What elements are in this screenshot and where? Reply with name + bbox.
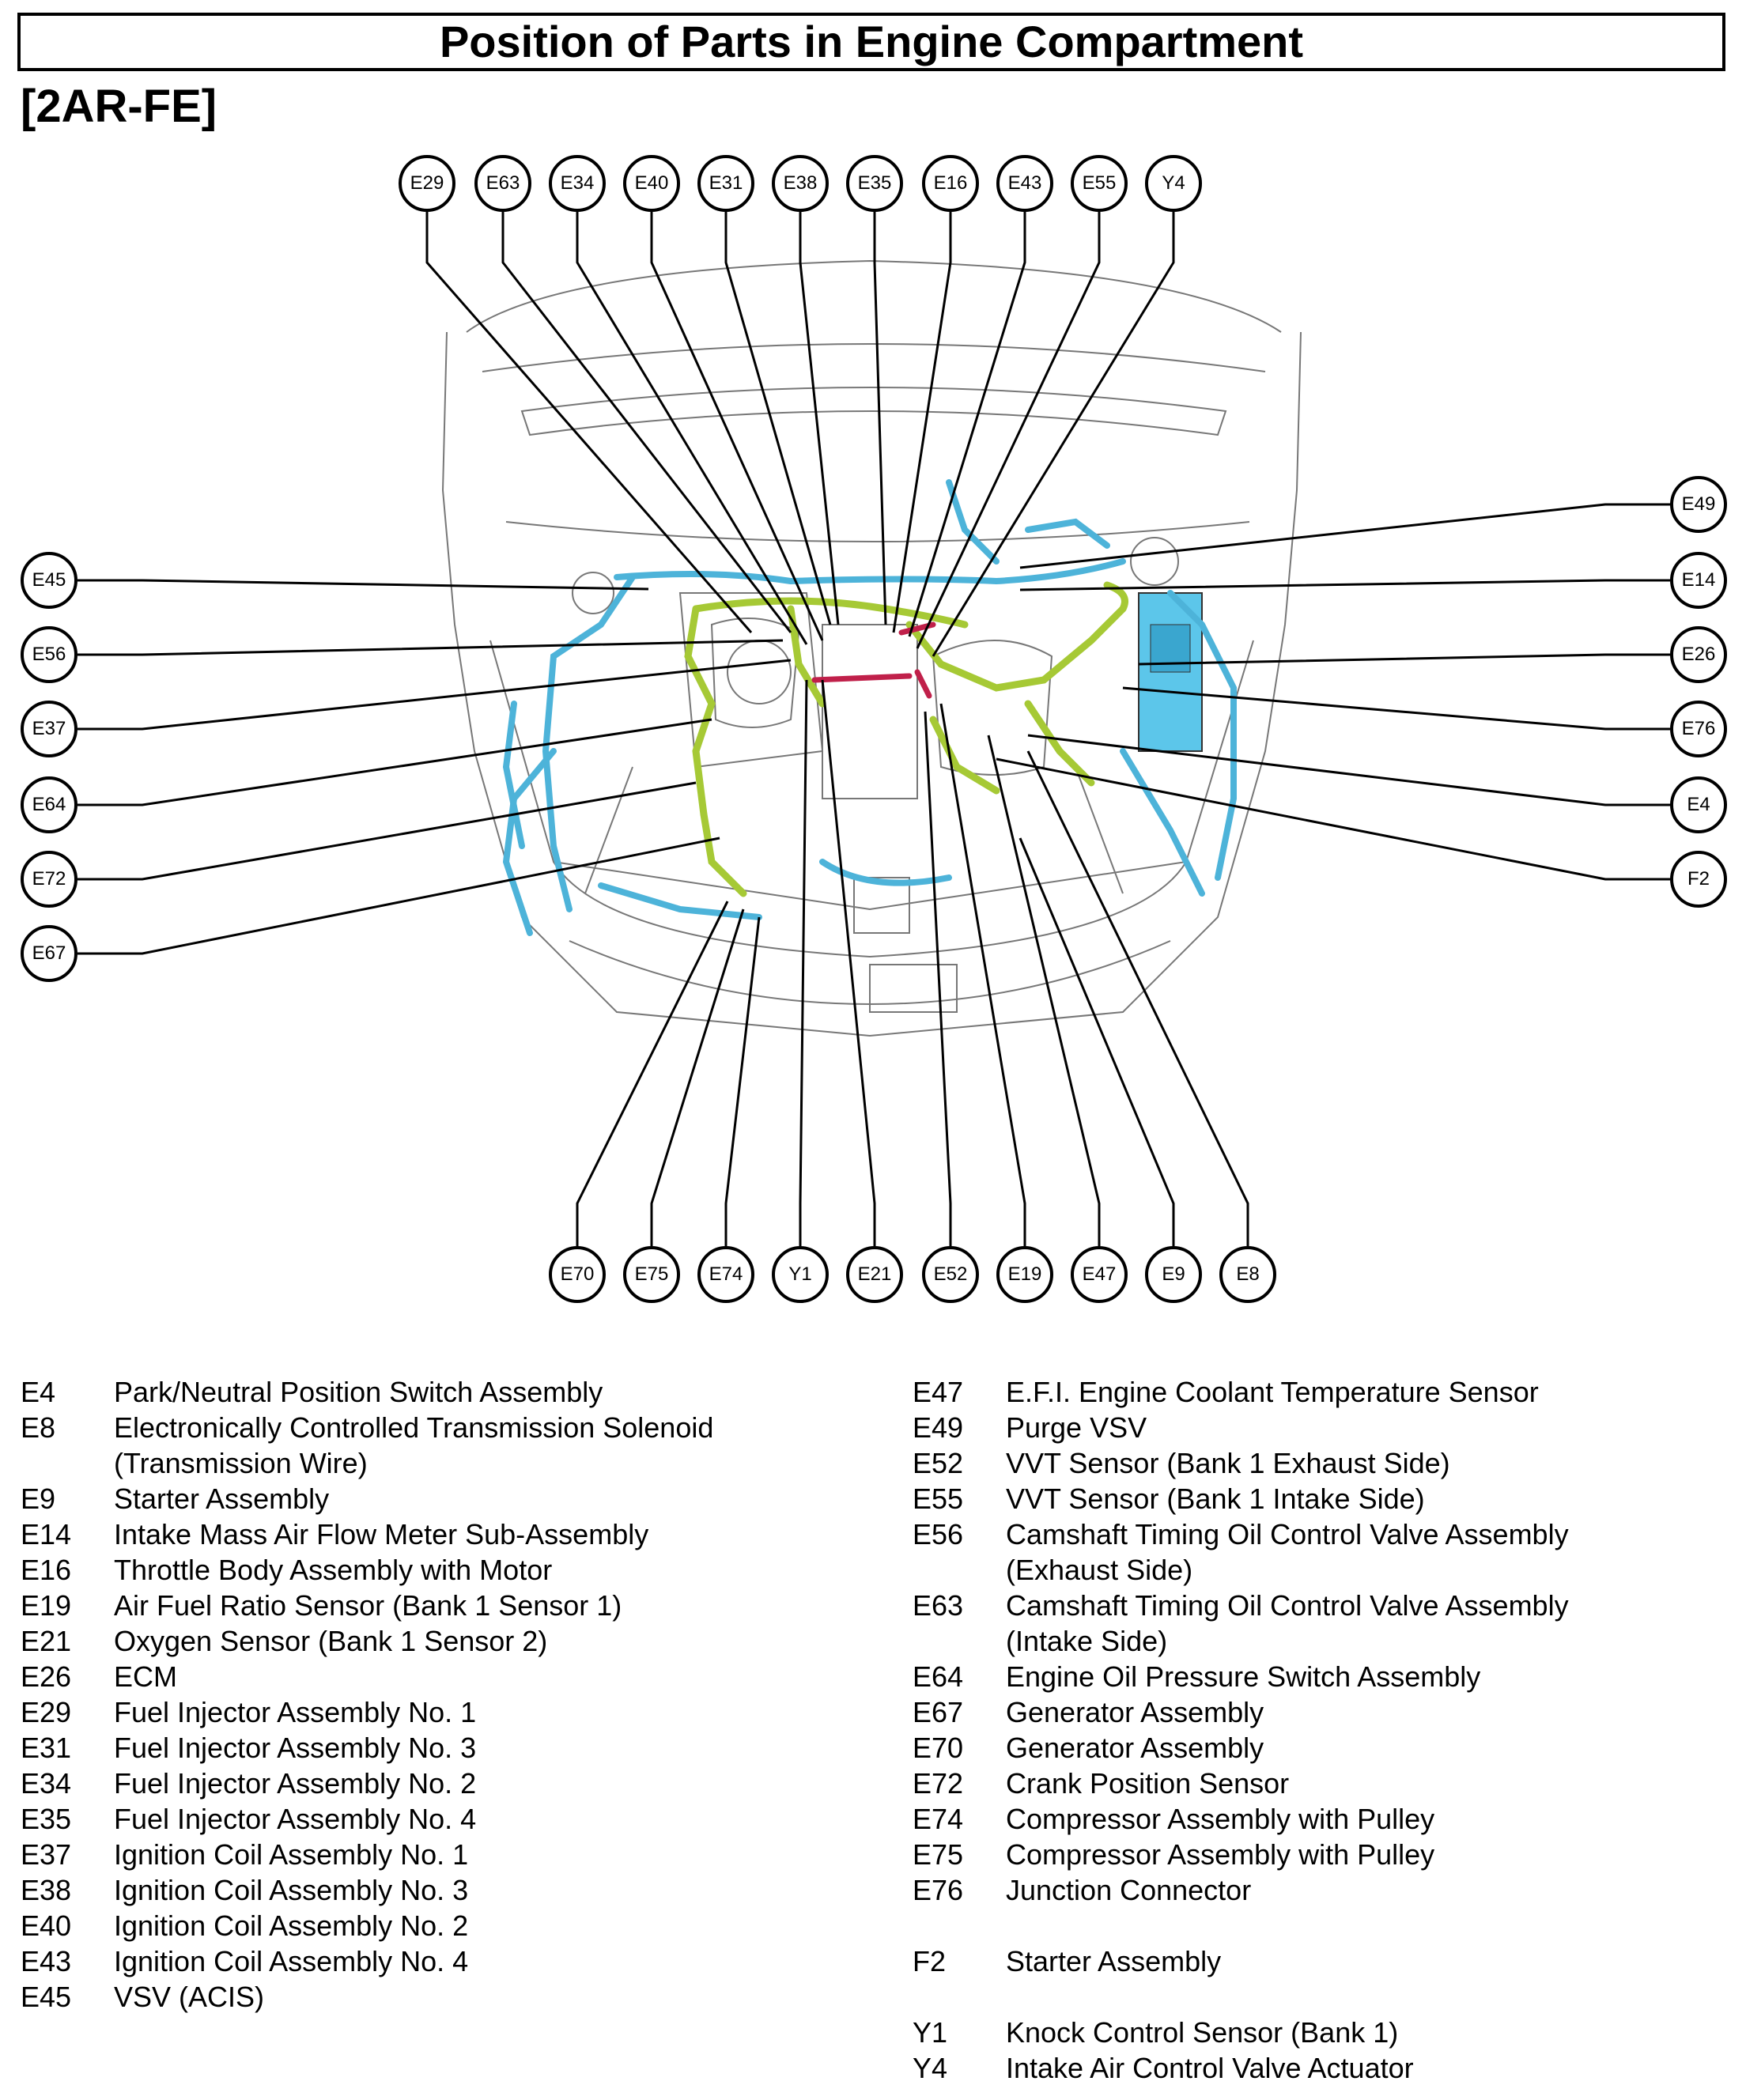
- legend-code: E40: [21, 1909, 72, 1942]
- callout-e64: E64: [21, 776, 77, 833]
- callout-e21: E21: [846, 1246, 903, 1303]
- legend-code: E8: [21, 1411, 56, 1444]
- legend-code: E47: [913, 1376, 964, 1408]
- legend-code: E67: [913, 1696, 964, 1728]
- legend-code: E9: [21, 1482, 56, 1515]
- legend-description: Electronically Controlled Transmission Solenoid (Transmission Wire): [114, 1411, 714, 1479]
- legend-description: VVT Sensor (Bank 1 Exhaust Side): [1006, 1447, 1450, 1479]
- legend-code: E74: [913, 1803, 964, 1835]
- legend-item: [913, 1374, 1735, 1410]
- legend-item: [913, 2015, 1735, 2050]
- callout-e75: E75: [623, 1246, 680, 1303]
- legend-code: E38: [21, 1874, 72, 1906]
- legend-description: Intake Mass Air Flow Meter Sub-Assembly: [114, 1518, 649, 1550]
- legend-description: Oxygen Sensor (Bank 1 Sensor 2): [114, 1625, 548, 1657]
- blue-harness: [506, 482, 1234, 933]
- legend-description: Throttle Body Assembly with Motor: [114, 1554, 553, 1586]
- legend-item: [913, 1659, 1735, 1694]
- legend-code: E72: [913, 1767, 964, 1800]
- legend-description: VSV (ACIS): [114, 1981, 265, 2013]
- legend-item: [913, 1837, 1735, 1872]
- legend-item: [21, 1516, 890, 1552]
- callout-e74: E74: [697, 1246, 754, 1303]
- legend-description: Fuel Injector Assembly No. 4: [114, 1803, 477, 1835]
- callout-e47: E47: [1071, 1246, 1128, 1303]
- legend-item: [21, 1623, 890, 1659]
- legend-description: Ignition Coil Assembly No. 1: [114, 1838, 469, 1871]
- legend-item: [21, 1410, 890, 1481]
- legend-description: Fuel Injector Assembly No. 2: [114, 1767, 477, 1800]
- legend-code: E49: [913, 1411, 964, 1444]
- callout-e76: E76: [1670, 701, 1727, 757]
- legend-item: [21, 1872, 890, 1908]
- legend-code: E4: [21, 1376, 56, 1408]
- legend-description: Knock Control Sensor (Bank 1): [1006, 2016, 1399, 2049]
- legend-item: [21, 1481, 890, 1516]
- legend-item: [913, 1908, 1735, 1943]
- legend-description: Junction Connector: [1006, 1874, 1252, 1906]
- callout-e43: E43: [996, 155, 1053, 212]
- legend-description: Camshaft Timing Oil Control Valve Assembly (Exhaust Side): [1006, 1518, 1569, 1586]
- leader-lines: [77, 212, 1670, 1246]
- engine-code-label: [2AR-FE]: [21, 81, 217, 132]
- legend-description: Ignition Coil Assembly No. 4: [114, 1945, 469, 1977]
- legend-code: E31: [21, 1732, 72, 1764]
- legend-description: E.F.I. Engine Coolant Temperature Sensor: [1006, 1376, 1539, 1408]
- legend-description: Generator Assembly: [1006, 1732, 1264, 1764]
- legend-item: [913, 1481, 1735, 1516]
- legend-code: E64: [913, 1660, 964, 1693]
- callout-e63: E63: [474, 155, 531, 212]
- legend-description: Ignition Coil Assembly No. 2: [114, 1909, 469, 1942]
- legend-code: E63: [913, 1589, 964, 1622]
- callout-e14: E14: [1670, 552, 1727, 609]
- legend-item: [913, 1730, 1735, 1766]
- engine-illustration: [0, 150, 1746, 1320]
- callout-e26: E26: [1670, 626, 1727, 683]
- legend-description: Ignition Coil Assembly No. 3: [114, 1874, 469, 1906]
- legend-code: Y1: [913, 2016, 948, 2049]
- legend-code: E45: [21, 1981, 72, 2013]
- legend-item: [21, 1837, 890, 1872]
- legend-item: [21, 1374, 890, 1410]
- legend-code: E14: [21, 1518, 72, 1550]
- legend-item: [21, 1979, 890, 2015]
- callout-e16: E16: [922, 155, 979, 212]
- callout-e9: E9: [1145, 1246, 1202, 1303]
- legend-description: Intake Air Control Valve Actuator: [1006, 2052, 1414, 2084]
- legend-item: [21, 1588, 890, 1623]
- legend-right-column: [913, 1374, 1735, 2086]
- legend-item: [913, 1588, 1735, 1659]
- legend-description: Engine Oil Pressure Switch Assembly: [1006, 1660, 1481, 1693]
- legend-description: Fuel Injector Assembly No. 1: [114, 1696, 477, 1728]
- callout-e35: E35: [846, 155, 903, 212]
- legend-code: E21: [21, 1625, 72, 1657]
- legend-description: Fuel Injector Assembly No. 3: [114, 1732, 477, 1764]
- callout-y1: Y1: [772, 1246, 829, 1303]
- legend-left-column: [21, 1374, 890, 2015]
- legend-code: E52: [913, 1447, 964, 1479]
- legend-item: [913, 1979, 1735, 2015]
- callout-e45: E45: [21, 552, 77, 609]
- legend-item: [21, 1766, 890, 1801]
- legend-code: E56: [913, 1518, 964, 1550]
- legend-code: E75: [913, 1838, 964, 1871]
- legend-code: E35: [21, 1803, 72, 1835]
- legend-code: Y4: [913, 2052, 948, 2084]
- callout-e4: E4: [1670, 776, 1727, 833]
- legend-code: E19: [21, 1589, 72, 1622]
- callout-e70: E70: [549, 1246, 606, 1303]
- callout-e55: E55: [1071, 155, 1128, 212]
- legend-description: Generator Assembly: [1006, 1696, 1264, 1728]
- legend-description: Compressor Assembly with Pulley: [1006, 1803, 1435, 1835]
- callout-e72: E72: [21, 851, 77, 908]
- callout-e37: E37: [21, 701, 77, 757]
- callout-e38: E38: [772, 155, 829, 212]
- callout-e40: E40: [623, 155, 680, 212]
- legend-item: [913, 1516, 1735, 1588]
- callout-e19: E19: [996, 1246, 1053, 1303]
- legend-code: E29: [21, 1696, 72, 1728]
- legend-item: [21, 1801, 890, 1837]
- legend-item: [21, 1943, 890, 1979]
- legend-description: Camshaft Timing Oil Control Valve Assembly (Intake Side): [1006, 1589, 1569, 1657]
- legend-code: E16: [21, 1554, 72, 1586]
- legend-description: Park/Neutral Position Switch Assembly: [114, 1376, 603, 1408]
- callout-e67: E67: [21, 925, 77, 982]
- callout-e49: E49: [1670, 476, 1727, 533]
- legend-item: [21, 1694, 890, 1730]
- legend-item: [21, 1730, 890, 1766]
- legend-item: [21, 1552, 890, 1588]
- legend-description: Purge VSV: [1006, 1411, 1147, 1444]
- legend-item: [21, 1659, 890, 1694]
- legend-code: E34: [21, 1767, 72, 1800]
- legend-code: E76: [913, 1874, 964, 1906]
- legend-code: E43: [21, 1945, 72, 1977]
- callout-y4: Y4: [1145, 155, 1202, 212]
- legend-description: Starter Assembly: [114, 1482, 330, 1515]
- engine-compartment-diagram: [0, 150, 1746, 1320]
- legend-code: E70: [913, 1732, 964, 1764]
- callout-e29: E29: [399, 155, 455, 212]
- legend-description: Starter Assembly: [1006, 1945, 1222, 1977]
- legend-description: Compressor Assembly with Pulley: [1006, 1838, 1435, 1871]
- legend-item: [913, 1410, 1735, 1445]
- legend-description: Air Fuel Ratio Sensor (Bank 1 Sensor 1): [114, 1589, 622, 1622]
- legend-description: Crank Position Sensor: [1006, 1767, 1290, 1800]
- legend-item: [913, 1943, 1735, 1979]
- legend-item: [913, 1872, 1735, 1908]
- legend-code: E55: [913, 1482, 964, 1515]
- legend-code: F2: [913, 1945, 947, 1977]
- callout-e34: E34: [549, 155, 606, 212]
- legend-item: [21, 1908, 890, 1943]
- page-title: Position of Parts in Engine Compartment: [17, 13, 1725, 71]
- legend-description: ECM: [114, 1660, 177, 1693]
- callout-e52: E52: [922, 1246, 979, 1303]
- legend-item: [913, 2050, 1735, 2086]
- callout-e8: E8: [1219, 1246, 1276, 1303]
- legend-item: [913, 1694, 1735, 1730]
- legend-description: VVT Sensor (Bank 1 Intake Side): [1006, 1482, 1425, 1515]
- callout-e31: E31: [697, 155, 754, 212]
- legend-code: E37: [21, 1838, 72, 1871]
- legend-code: E26: [21, 1660, 72, 1693]
- callout-f2: F2: [1670, 851, 1727, 908]
- callout-e56: E56: [21, 626, 77, 683]
- legend-item: [913, 1766, 1735, 1801]
- legend-item: [913, 1445, 1735, 1481]
- legend-item: [913, 1801, 1735, 1837]
